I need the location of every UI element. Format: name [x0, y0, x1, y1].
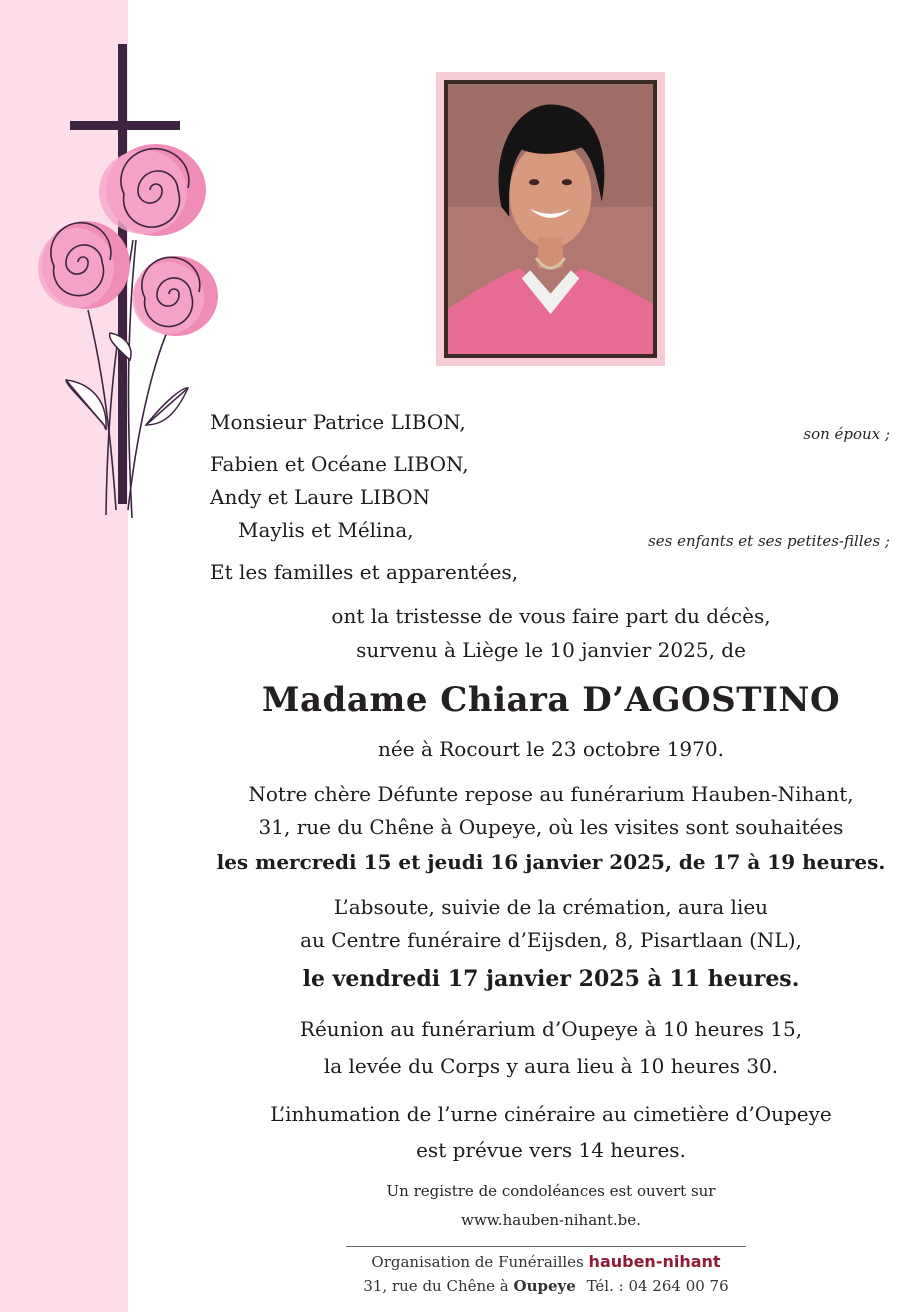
meeting-line-1: Réunion au funérarium d’Oupeye à 10 heures 15,: [299, 1017, 803, 1041]
footer-street: 31, rue du Chêne à: [363, 1277, 509, 1295]
footer-address: [346, 1277, 746, 1295]
birth-info: née à Rocourt le 23 octobre 1970.: [378, 737, 724, 761]
burial-line-1: L’inhumation de l’urne cinéraire au cimetière d’Oupeye: [270, 1102, 832, 1126]
brand-logo: hauben-nihant: [588, 1252, 721, 1271]
cross-and-roses-illustration: [28, 40, 228, 525]
footer-org-label: Organisation de Funérailles: [371, 1253, 584, 1271]
family-line-grandchildren: Maylis et Mélina,: [238, 518, 414, 542]
deceased-name: Madame Chiara D’AGOSTINO: [261, 680, 841, 720]
footer-phone: Tél. : 04 264 00 76: [586, 1277, 729, 1295]
visits-line-1: Notre chère Défunte repose au funérarium Hauben-Nihant,: [248, 782, 854, 806]
footer-organisation: [346, 1252, 746, 1271]
portrait-frame: [436, 72, 665, 366]
announcement-line-1: ont la tristesse de vous faire part du décès,: [331, 604, 771, 628]
footer-divider: [346, 1246, 746, 1247]
visits-dates: les mercredi 15 et jeudi 16 janvier 2025, de 17 à 19 heures.: [216, 850, 886, 874]
role-children: ses enfants et ses petites-filles ;: [648, 532, 890, 550]
meeting-line-2: la levée du Corps y aura lieu à 10 heures 30.: [323, 1054, 779, 1078]
visits-line-2: 31, rue du Chêne à Oupeye, où les visites sont souhaitées: [258, 815, 844, 839]
family-line-children-2: Andy et Laure LIBON: [210, 485, 430, 509]
register-url[interactable]: www.hauben-nihant.be.: [461, 1211, 641, 1229]
announcement-line-2: survenu à Liège le 10 janvier 2025, de: [356, 638, 746, 662]
register-line-1: Un registre de condoléances est ouvert sur: [386, 1182, 716, 1200]
ceremony-line-1: L’absoute, suivie de la crémation, aura lieu: [333, 895, 769, 919]
portrait-photo: [448, 84, 653, 354]
family-line-husband: Monsieur Patrice LIBON,: [210, 410, 466, 434]
footer-town: Oupeye: [513, 1277, 576, 1295]
rose-left-icon: [38, 221, 130, 309]
rose-top-icon: [99, 144, 206, 236]
family-line-children-1: Fabien et Océane LIBON,: [210, 452, 469, 476]
burial-line-2: est prévue vers 14 heures.: [416, 1138, 686, 1162]
rose-right-icon: [132, 256, 218, 336]
ceremony-date: le vendredi 17 janvier 2025 à 11 heures.: [302, 966, 800, 992]
role-husband: son époux ;: [803, 425, 890, 443]
ceremony-line-2: au Centre funéraire d’Eijsden, 8, Pisartlaan (NL),: [300, 928, 802, 952]
family-line-others: Et les familles et apparentées,: [210, 560, 519, 584]
